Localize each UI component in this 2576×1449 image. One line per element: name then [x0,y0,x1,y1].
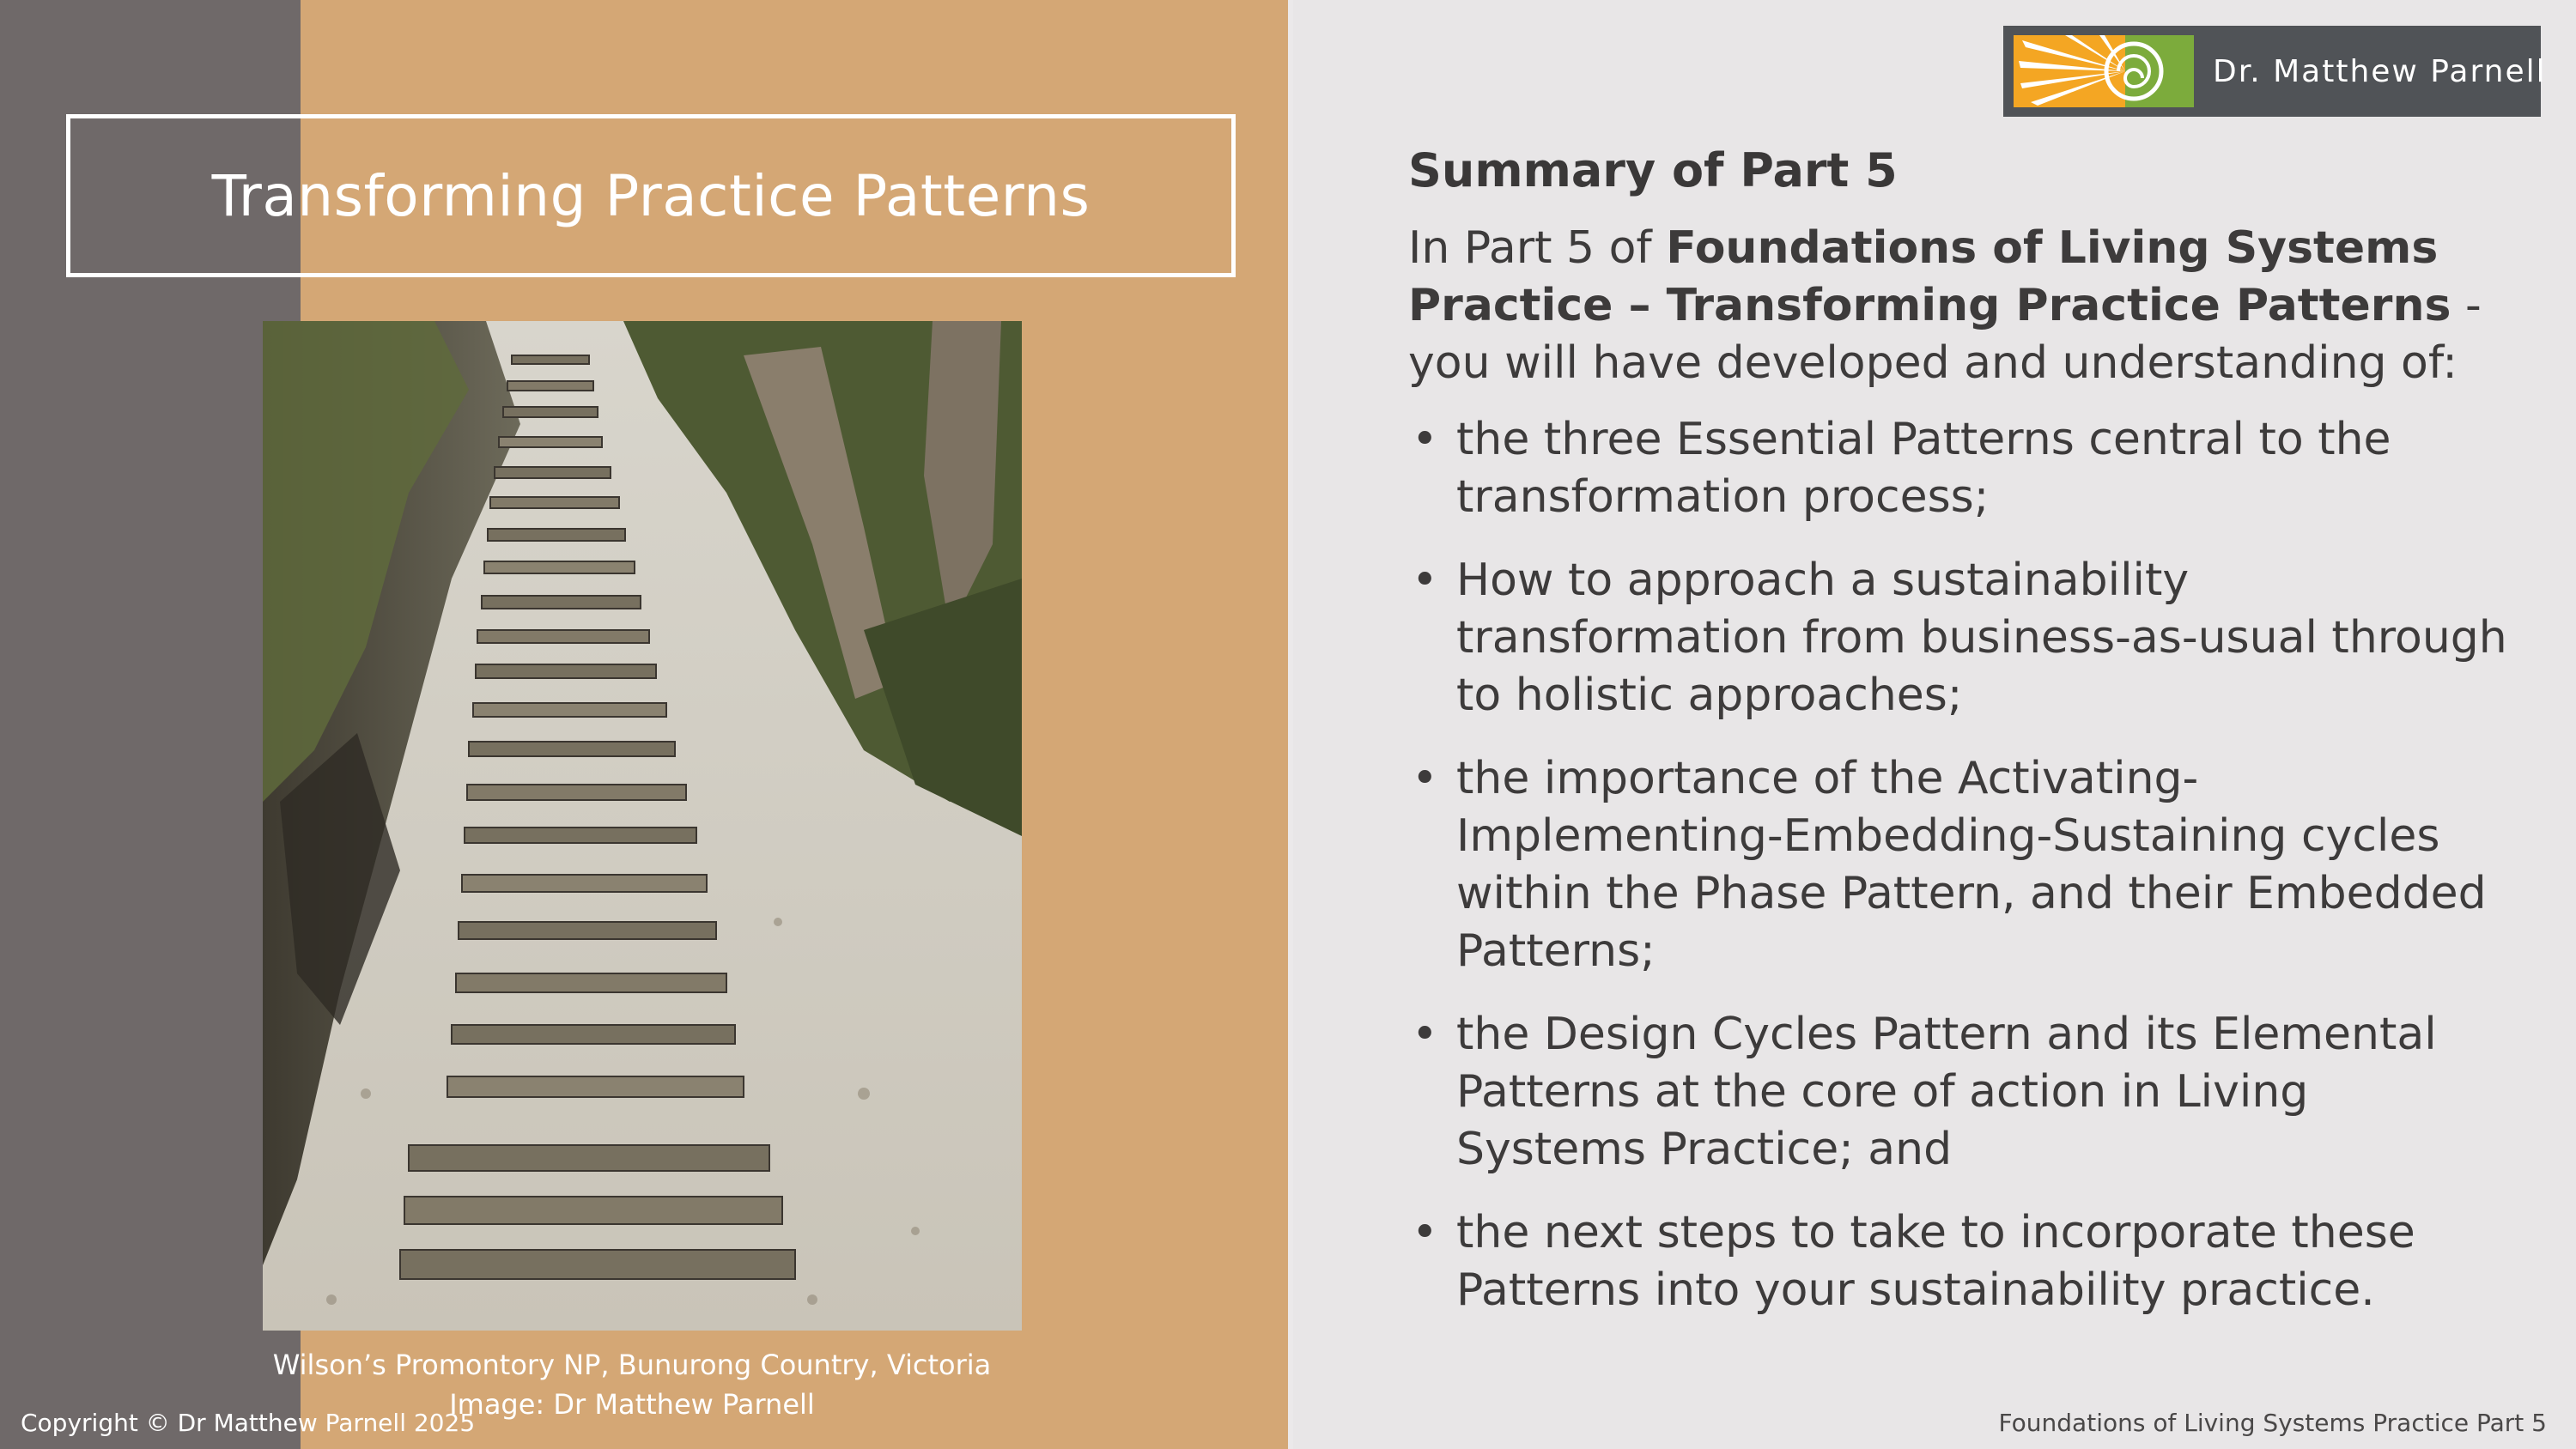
summary-intro [1408,220,2507,392]
title-box [66,114,1236,277]
caption-location: Wilson’s Promontory NP, Bunurong Country, Victoria [272,1349,992,1381]
intro-course-title: Foundations of Living Systems Practice – Transforming Practice Patterns [1408,222,2451,331]
slide-title: Transforming Practice Patterns [211,162,1091,229]
summary-bullet [1408,552,2507,724]
caption-credit: Image: Dr Matthew Parnell [449,1388,815,1421]
bullet-text: How to approach a sustainability transformation from business-as-usual through to holistic approaches; [1456,555,2507,721]
summary-bullet [1408,750,2507,980]
bullet-text: the next steps to take to incorporate these Patterns into your sustainability practice. [1456,1207,2415,1316]
intro-prefix: In Part 5 of [1408,222,1667,274]
summary-bullets [1408,411,2507,1319]
summary-bullet [1408,1006,2507,1179]
copyright-text: Copyright © Dr Matthew Parnell 2025 [21,1409,476,1437]
summary-bullet [1408,411,2507,526]
boardwalk-photo-image [263,321,1022,1331]
panel-divider [1288,0,1293,1449]
bullet-text: the three Essential Patterns central to the transformation process; [1456,414,2391,523]
boardwalk-photo [263,321,1022,1331]
summary-content [1408,141,2507,1345]
logo-name: Dr. Matthew Parnell [2213,53,2547,89]
bullet-dot-icon: • [1412,414,1438,465]
intro-suffix: - you will have developed and understanding of: [1408,280,2482,389]
bullet-text: the importance of the Activating-Implementing-Embedding-Sustaining cycles within the Phase Pattern, and their Embedded Patterns; [1456,753,2487,977]
sun-spiral-logo-icon [2014,35,2194,107]
bullet-dot-icon: • [1412,1009,1438,1060]
summary-bullet [1408,1204,2507,1319]
logo-badge [2003,26,2547,117]
summary-heading: Summary of Part 5 [1408,143,1898,197]
footer-course-title: Foundations of Living Systems Practice Part 5 [1998,1409,2547,1437]
bullet-dot-icon: • [1412,753,1438,804]
bullet-dot-icon: • [1412,1207,1438,1258]
bullet-text: the Design Cycles Pattern and its Elemental Patterns at the core of action in Living Systems Practice; and [1456,1009,2437,1175]
bullet-dot-icon: • [1412,555,1438,606]
